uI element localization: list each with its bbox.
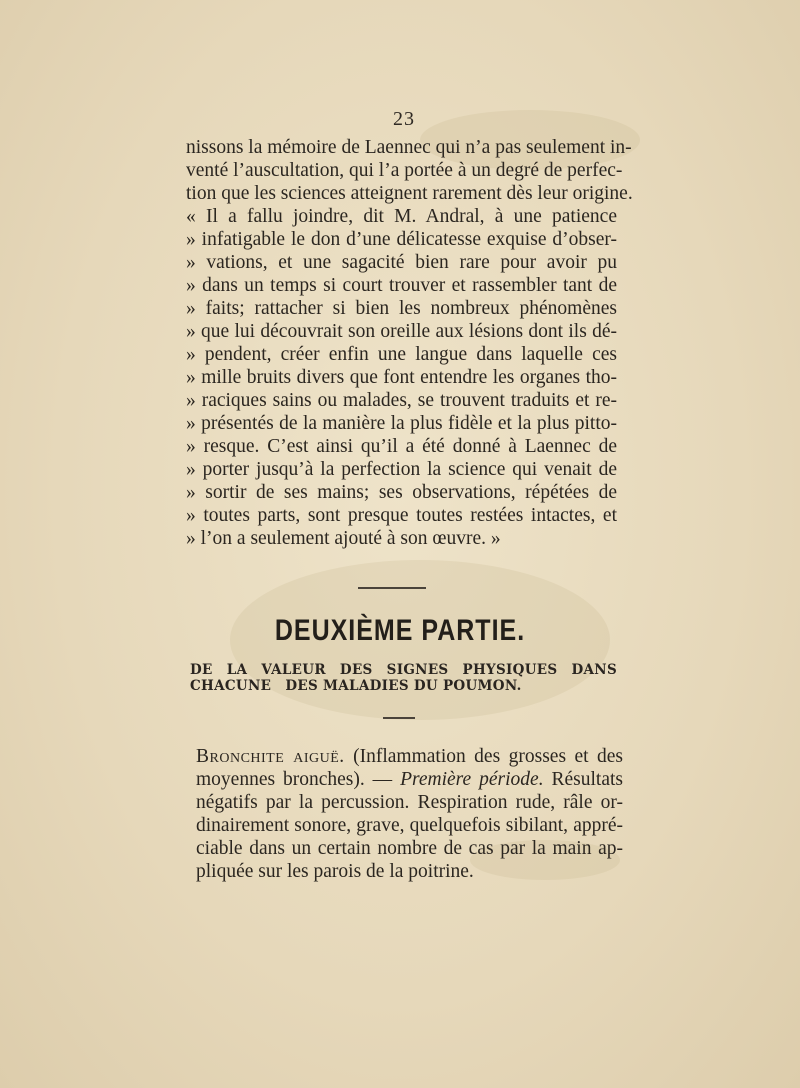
body-line: » mille bruits divers que font entendre les organes tho- (186, 367, 617, 388)
body-line: » dans un temps si court trouver et rassembler tant de (186, 275, 617, 296)
part-title: DEUXIÈME PARTIE. (274, 614, 526, 648)
body-line: » toutes parts, sont presque toutes restées intactes, et (186, 505, 617, 526)
body-line: » sortir de ses mains; ses observations, répétées de (186, 482, 617, 503)
short-divider (383, 717, 415, 719)
section-text: Résultats (543, 769, 623, 790)
section-line: négatifs par la percussion. Respiration rude, râle or- (196, 792, 623, 813)
body-line: » raciques sains ou malades, se trouvent traduits et re- (186, 390, 617, 411)
section-text: (Inflammation des grosses et des (344, 746, 624, 767)
section-line: ciable dans un certain nombre de cas par la main ap- (196, 838, 623, 859)
section-line (196, 768, 623, 791)
body-line: » infatigable le don d’une délicatesse exquise d’obser- (186, 229, 617, 250)
section-line: pliquée sur les parois de la poitrine. (196, 861, 474, 882)
part-subtitle-line-2: DES MALADIES DU POUMON. (285, 678, 522, 694)
body-text (186, 136, 633, 550)
body-line: » faits; rattacher si bien les nombreux phénomènes (186, 298, 617, 319)
body-line: « Il a fallu joindre, dit M. Andral, à une patience (186, 206, 617, 227)
bronchitis-section (196, 745, 623, 883)
section-line (196, 745, 623, 768)
body-line: » porter jusqu’à la perfection la science qui venait de (186, 459, 617, 480)
body-line: nissons la mémoire de Laennec qui n’a pas seulement in- (186, 137, 632, 158)
part-subtitle-line-1: DE LA VALEUR DES SIGNES PHYSIQUES DANS CHACUNE (190, 662, 617, 694)
body-line: tion que les sciences atteignent rarement dès leur origine. (186, 183, 633, 204)
body-line: » vations, et une sagacité bien rare pour avoir pu (186, 252, 617, 273)
section-heading: Bronchite aiguë. (196, 746, 345, 767)
section-divider (358, 587, 426, 589)
period-label: Première période. (400, 769, 544, 790)
body-line: » présentés de la manière la plus fidèle et la plus pitto- (186, 413, 617, 434)
page-number: 23 (393, 108, 415, 130)
body-line: » que lui découvrait son oreille aux lésions dont ils dé- (186, 321, 617, 342)
section-line: dinairement sonore, grave, quelquefois sibilant, appré- (196, 815, 623, 836)
body-line: » pendent, créer enfin une langue dans laquelle ces (186, 344, 617, 365)
body-line: » resque. C’est ainsi qu’il a été donné à Laennec de (186, 436, 617, 457)
body-line: » l’on a seulement ajouté à son œuvre. » (186, 528, 501, 549)
section-text: moyennes bronches). — (196, 769, 401, 790)
body-line: venté l’auscultation, qui l’a portée à un degré de perfec- (186, 160, 623, 181)
